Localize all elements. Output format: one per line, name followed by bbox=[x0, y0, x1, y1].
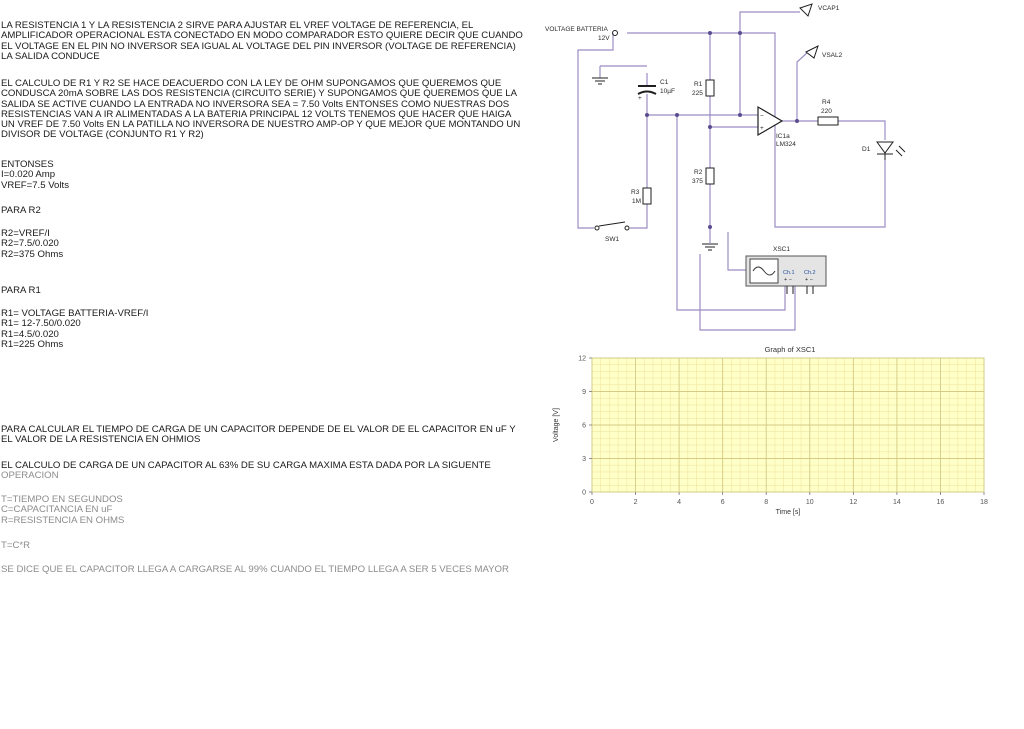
para-r1-heading: PARA R1 bbox=[1, 285, 41, 296]
junction-dot bbox=[738, 31, 742, 35]
x-tick-label: 18 bbox=[980, 499, 988, 506]
x-tick-label: 12 bbox=[849, 499, 858, 506]
text-line: AMPLIFICADOR OPERACIONAL ESTA CONECTADO EN MODO COMPARADOR ESTO QUIERE DECIR QUE CUANDO bbox=[1, 30, 523, 42]
r1-value: 225 bbox=[692, 90, 703, 97]
x-axis-ticks bbox=[590, 492, 988, 506]
c1-name: C1 bbox=[660, 79, 669, 86]
wire bbox=[797, 52, 808, 121]
resistor-r2 bbox=[706, 168, 714, 184]
r2-name: R2 bbox=[694, 169, 703, 176]
text-line: EL VOLTAGE EN EL PIN NO INVERSOR SEA IGUAL AL VOLTAGE DEL PIN INVERSOR (VOLTAGE DE REFERENCIA) bbox=[1, 40, 516, 52]
x-tick-label: 14 bbox=[892, 499, 901, 506]
y-tick-label: 0 bbox=[582, 489, 586, 497]
chart-title: Graph of XSC1 bbox=[764, 345, 816, 354]
text-line: UN VREF DE 7.50 Volts EN LA PATILLA NO INVERSORA DE NUESTRO AMP-OP Y QUE MEJOR QUE MONTANDO UN bbox=[1, 119, 521, 131]
circuit-schematic bbox=[530, 0, 871, 335]
x-tick-label: 8 bbox=[764, 499, 769, 506]
text-line: EL CALCULO DE R1 Y R2 SE HACE DEACUERDO CON LA LEY DE OHM SUPONGAMOS QUE QUEREMOS QUE bbox=[1, 78, 502, 89]
c1-plus: + bbox=[638, 95, 642, 102]
r4-value: 220 bbox=[821, 108, 832, 115]
text-line: R2=VREF/I bbox=[1, 228, 50, 239]
x-tick-label: 0 bbox=[590, 499, 594, 506]
r2-value: 375 bbox=[692, 178, 703, 185]
x-tick-label: 6 bbox=[720, 499, 725, 506]
junction-dot bbox=[795, 119, 799, 123]
text-line: C=CAPACITANCIA EN uF bbox=[1, 504, 113, 516]
d1-name: D1 bbox=[862, 146, 871, 153]
probe-vsal2 bbox=[806, 46, 818, 58]
text-line: LA RESISTENCIA 1 Y LA RESISTENCIA 2 SIRVE PARA AJUSTAR EL VREF VOLTAGE DE REFERENCIA, EL bbox=[1, 20, 474, 31]
y-tick-label: 12 bbox=[578, 355, 586, 363]
vcap1-label: VCAP1 bbox=[818, 5, 840, 12]
resistor-r3 bbox=[643, 188, 651, 204]
text-line: I=0.020 Amp bbox=[1, 169, 56, 181]
junction-dot bbox=[738, 113, 742, 117]
text-line: R2=7.5/0.020 bbox=[1, 238, 59, 250]
text-line: T=TIEMPO EN SEGUNDOS bbox=[1, 494, 123, 505]
calc-paragraph bbox=[1, 79, 520, 141]
oscilloscope-graph bbox=[540, 342, 1000, 522]
r1-calculation bbox=[1, 309, 148, 350]
wire bbox=[838, 121, 885, 140]
junction-dot bbox=[708, 125, 712, 129]
scope-ch1: Ch.1 bbox=[783, 270, 795, 276]
y-tick-label: 9 bbox=[582, 389, 586, 396]
text-line: EL CALCULO DE CARGA DE UN CAPACITOR AL 63% DE SU CARGA MAXIMA ESTA DADA POR LA SIGUENTE bbox=[1, 460, 491, 471]
wire bbox=[728, 232, 748, 270]
y-tick-label: 3 bbox=[582, 456, 586, 463]
capacitor-c1 bbox=[638, 86, 656, 94]
text-line: EL VALOR DE LA RESISTENCIA EN OHMIOS bbox=[1, 434, 201, 446]
opamp-part: LM324 bbox=[776, 141, 796, 148]
junction-dot bbox=[645, 113, 649, 117]
battery-value: 12V bbox=[598, 35, 610, 42]
resistor-r1 bbox=[706, 80, 714, 96]
sw1-name: SW1 bbox=[605, 236, 620, 243]
intro-paragraph bbox=[1, 21, 523, 62]
opamp-name: IC1a bbox=[776, 133, 790, 140]
text-line: RESISTENCIAS VAN A IR ALIMENTADAS A LA BATERIA PRINCIPAL 12 VOLTS TENEMOS QUE HACER QUE HAIGA bbox=[1, 108, 512, 120]
x-axis-label: Time [s] bbox=[775, 509, 801, 516]
x-tick-label: 4 bbox=[677, 499, 682, 506]
junction-dot bbox=[675, 113, 679, 117]
led-d1 bbox=[877, 142, 905, 160]
y-axis-ticks bbox=[578, 356, 592, 497]
text-line: ENTONSES bbox=[1, 159, 54, 170]
y-tick-label: 6 bbox=[582, 422, 586, 430]
capacitor-paragraph bbox=[1, 425, 516, 446]
text-line: R=RESISTENCIA EN OHMS bbox=[1, 514, 125, 526]
wires bbox=[578, 12, 885, 330]
x-tick-label: 2 bbox=[633, 499, 638, 506]
text-line: OPERACION bbox=[1, 470, 59, 482]
text-line: DIVISOR DE VOLTAGE (CONJUNTO R1 Y R2) bbox=[1, 129, 204, 141]
scope-ch2: Ch.2 bbox=[804, 270, 816, 276]
text-line: LA SALIDA CONDUCE bbox=[1, 50, 100, 62]
c1-value: 10µF bbox=[660, 88, 675, 95]
y-axis-label: Voltage [V] bbox=[553, 408, 560, 442]
junction-dot bbox=[708, 225, 712, 229]
junctions bbox=[645, 31, 799, 229]
battery-label: VOLTAGE BATTERIA bbox=[545, 26, 608, 33]
final-note: SE DICE QUE EL CAPACITOR LLEGA A CARGARSE AL 99% CUANDO EL TIEMPO LLEGA A SER 5 VECES MAYOR bbox=[1, 564, 509, 575]
r3-value: 1M bbox=[632, 198, 642, 205]
text-line: PARA CALCULAR EL TIEMPO DE CARGA DE UN CAPACITOR DEPENDE DE EL VALOR DE EL CAPACITOR EN uF Y bbox=[1, 424, 516, 435]
resistor-r4 bbox=[818, 117, 838, 125]
opamp-plus: + bbox=[760, 125, 764, 132]
text-line: VREF=7.5 Volts bbox=[1, 179, 69, 191]
text-line: R1=225 Ohms bbox=[1, 338, 64, 350]
r1-name: R1 bbox=[694, 81, 703, 88]
text-line: CONDUSCA 20mA SOBRE LAS DOS RESISTENCIA (CIRCUITO SERIE) Y SUPONGAMOS QUE QUEREMOS QUE LA bbox=[1, 88, 518, 100]
wire bbox=[578, 33, 613, 228]
formula: T=C*R bbox=[1, 540, 31, 551]
text-line: R2=375 Ohms bbox=[1, 248, 64, 260]
junction-dot bbox=[708, 31, 712, 35]
text-line: R1=4.5/0.020 bbox=[1, 328, 59, 340]
ground-symbol bbox=[702, 244, 718, 250]
scope-ch2-pins: + − bbox=[805, 277, 813, 283]
ground-symbol bbox=[592, 78, 608, 84]
wire bbox=[630, 204, 647, 228]
text-line: R1= 12-7.50/0.020 bbox=[1, 318, 81, 330]
scope-ch1-pins: + − bbox=[784, 277, 792, 283]
x-tick-label: 16 bbox=[936, 499, 945, 506]
text-line: R1= VOLTAGE BATTERIA-VREF/I bbox=[1, 308, 149, 319]
text-line: SALIDA SE ACTIVE CUANDO LA ENTRADA NO INVERSORA SEA = 7.50 Volts ENTONSES COMO NUESTRAS DOS bbox=[1, 98, 510, 110]
carga-paragraph bbox=[1, 461, 491, 482]
switch-sw1 bbox=[595, 222, 629, 230]
para-r2-heading: PARA R2 bbox=[1, 205, 41, 216]
wire bbox=[740, 12, 800, 115]
opamp-minus: − bbox=[760, 113, 764, 120]
wire bbox=[627, 33, 885, 227]
x-tick-label: 10 bbox=[805, 499, 814, 506]
vsal2-label: VSAL2 bbox=[822, 52, 843, 59]
scope-name: XSC1 bbox=[773, 246, 790, 253]
entonses-block bbox=[1, 160, 69, 191]
probe-vcap1 bbox=[800, 4, 812, 16]
r4-name: R4 bbox=[822, 99, 831, 106]
r3-name: R3 bbox=[631, 189, 640, 196]
r2-calculation bbox=[1, 229, 63, 260]
definitions-block bbox=[1, 495, 124, 526]
